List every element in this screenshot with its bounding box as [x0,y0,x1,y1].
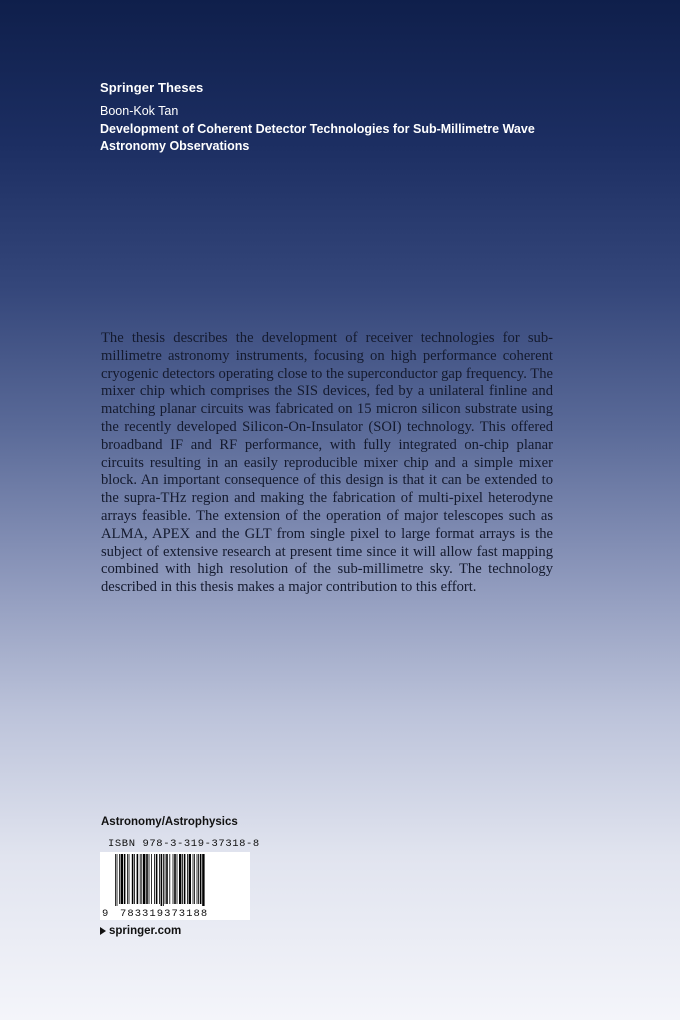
barcode-bar [140,854,141,904]
barcode-bar [166,854,168,904]
barcode-bar [132,854,134,904]
barcode-bar [121,854,123,904]
barcode-bar [163,854,164,906]
barcode-bar [194,854,195,904]
barcode-bar [200,854,202,904]
barcode-bar [143,854,145,904]
barcode-bar [161,854,163,906]
barcode-bar [149,854,150,904]
barcode-bar [159,854,160,904]
barcode-bar [193,854,194,904]
barcode-bar [197,854,198,904]
publisher-website[interactable] [100,925,181,937]
barcode-bar [165,854,166,904]
barcode-bar [184,854,186,904]
barcode-bar [119,854,120,904]
barcode-bar [154,854,155,904]
barcode-bar [173,854,174,904]
barcode-bar [169,854,170,904]
book-title: Development of Coherent Detector Technologies for Sub-Millimetre Wave Astronomy Observations [100,122,535,153]
isbn-number: ISBN 978-3-319-37318-8 [108,838,260,850]
barcode-bar [174,854,176,904]
isbn-barcode [100,852,250,920]
barcode-bar [202,854,204,906]
barcode-bar [177,854,178,904]
barcode-bar [156,854,158,904]
barcode-bar [127,854,128,904]
barcode-bar [124,854,126,904]
barcode-bar [179,854,181,904]
barcode-bar [129,854,130,904]
barcode-bar [189,854,191,904]
barcode-bar [137,854,139,904]
barcode-first-digit: 9 [102,908,110,920]
series-name: Springer Theses [100,80,204,95]
barcode-bars [115,854,235,906]
barcode-bar [134,854,135,904]
website-label: springer.com [109,925,182,937]
book-description: The thesis describes the development of receiver technologies for sub-millimetre astronomy instruments, focusing on high performance coherent cryogenic detectors operating close to the superconductor gap frequency. The mixer chip which comprises the SIS devices, fed by a unilateral finline and matching planar circuits was fabricated on 15 micron silicon substrate using the recently developed Silicon-On-Insulator (SOI) technology. This offered broadband IF and RF performance, with fully integrated on-chip planar circuits resulting in an easily reproducible mixer chip and a simple mixer block. An important consequence of this design is that it can be extended to the supra-THz region and making the fabrication of multi-pixel heterodyne arrays feasible. The extension of the operation of major telescopes such as ALMA, APEX and the GLT from single pixel to large format arrays is the subject of extensive research at present time since it will allow fast mapping combined with high resolution of the sub-millimetre sky. The technology described in this thesis makes a major contribution to this effort. [101,330,553,596]
arrow-right-icon [100,927,106,935]
barcode-bar [187,854,188,904]
barcode-bar [182,854,183,904]
author-name: Boon-Kok Tan [100,104,179,118]
barcode-digits: 783319373188 [120,908,209,920]
barcode-bar [151,854,152,904]
barcode-bar [117,854,118,906]
barcode-bar [198,854,199,904]
barcode-bar [146,854,148,904]
barcode-bar [141,854,142,904]
subject-category: Astronomy/Astrophysics [101,816,238,828]
barcode-bar [115,854,116,906]
